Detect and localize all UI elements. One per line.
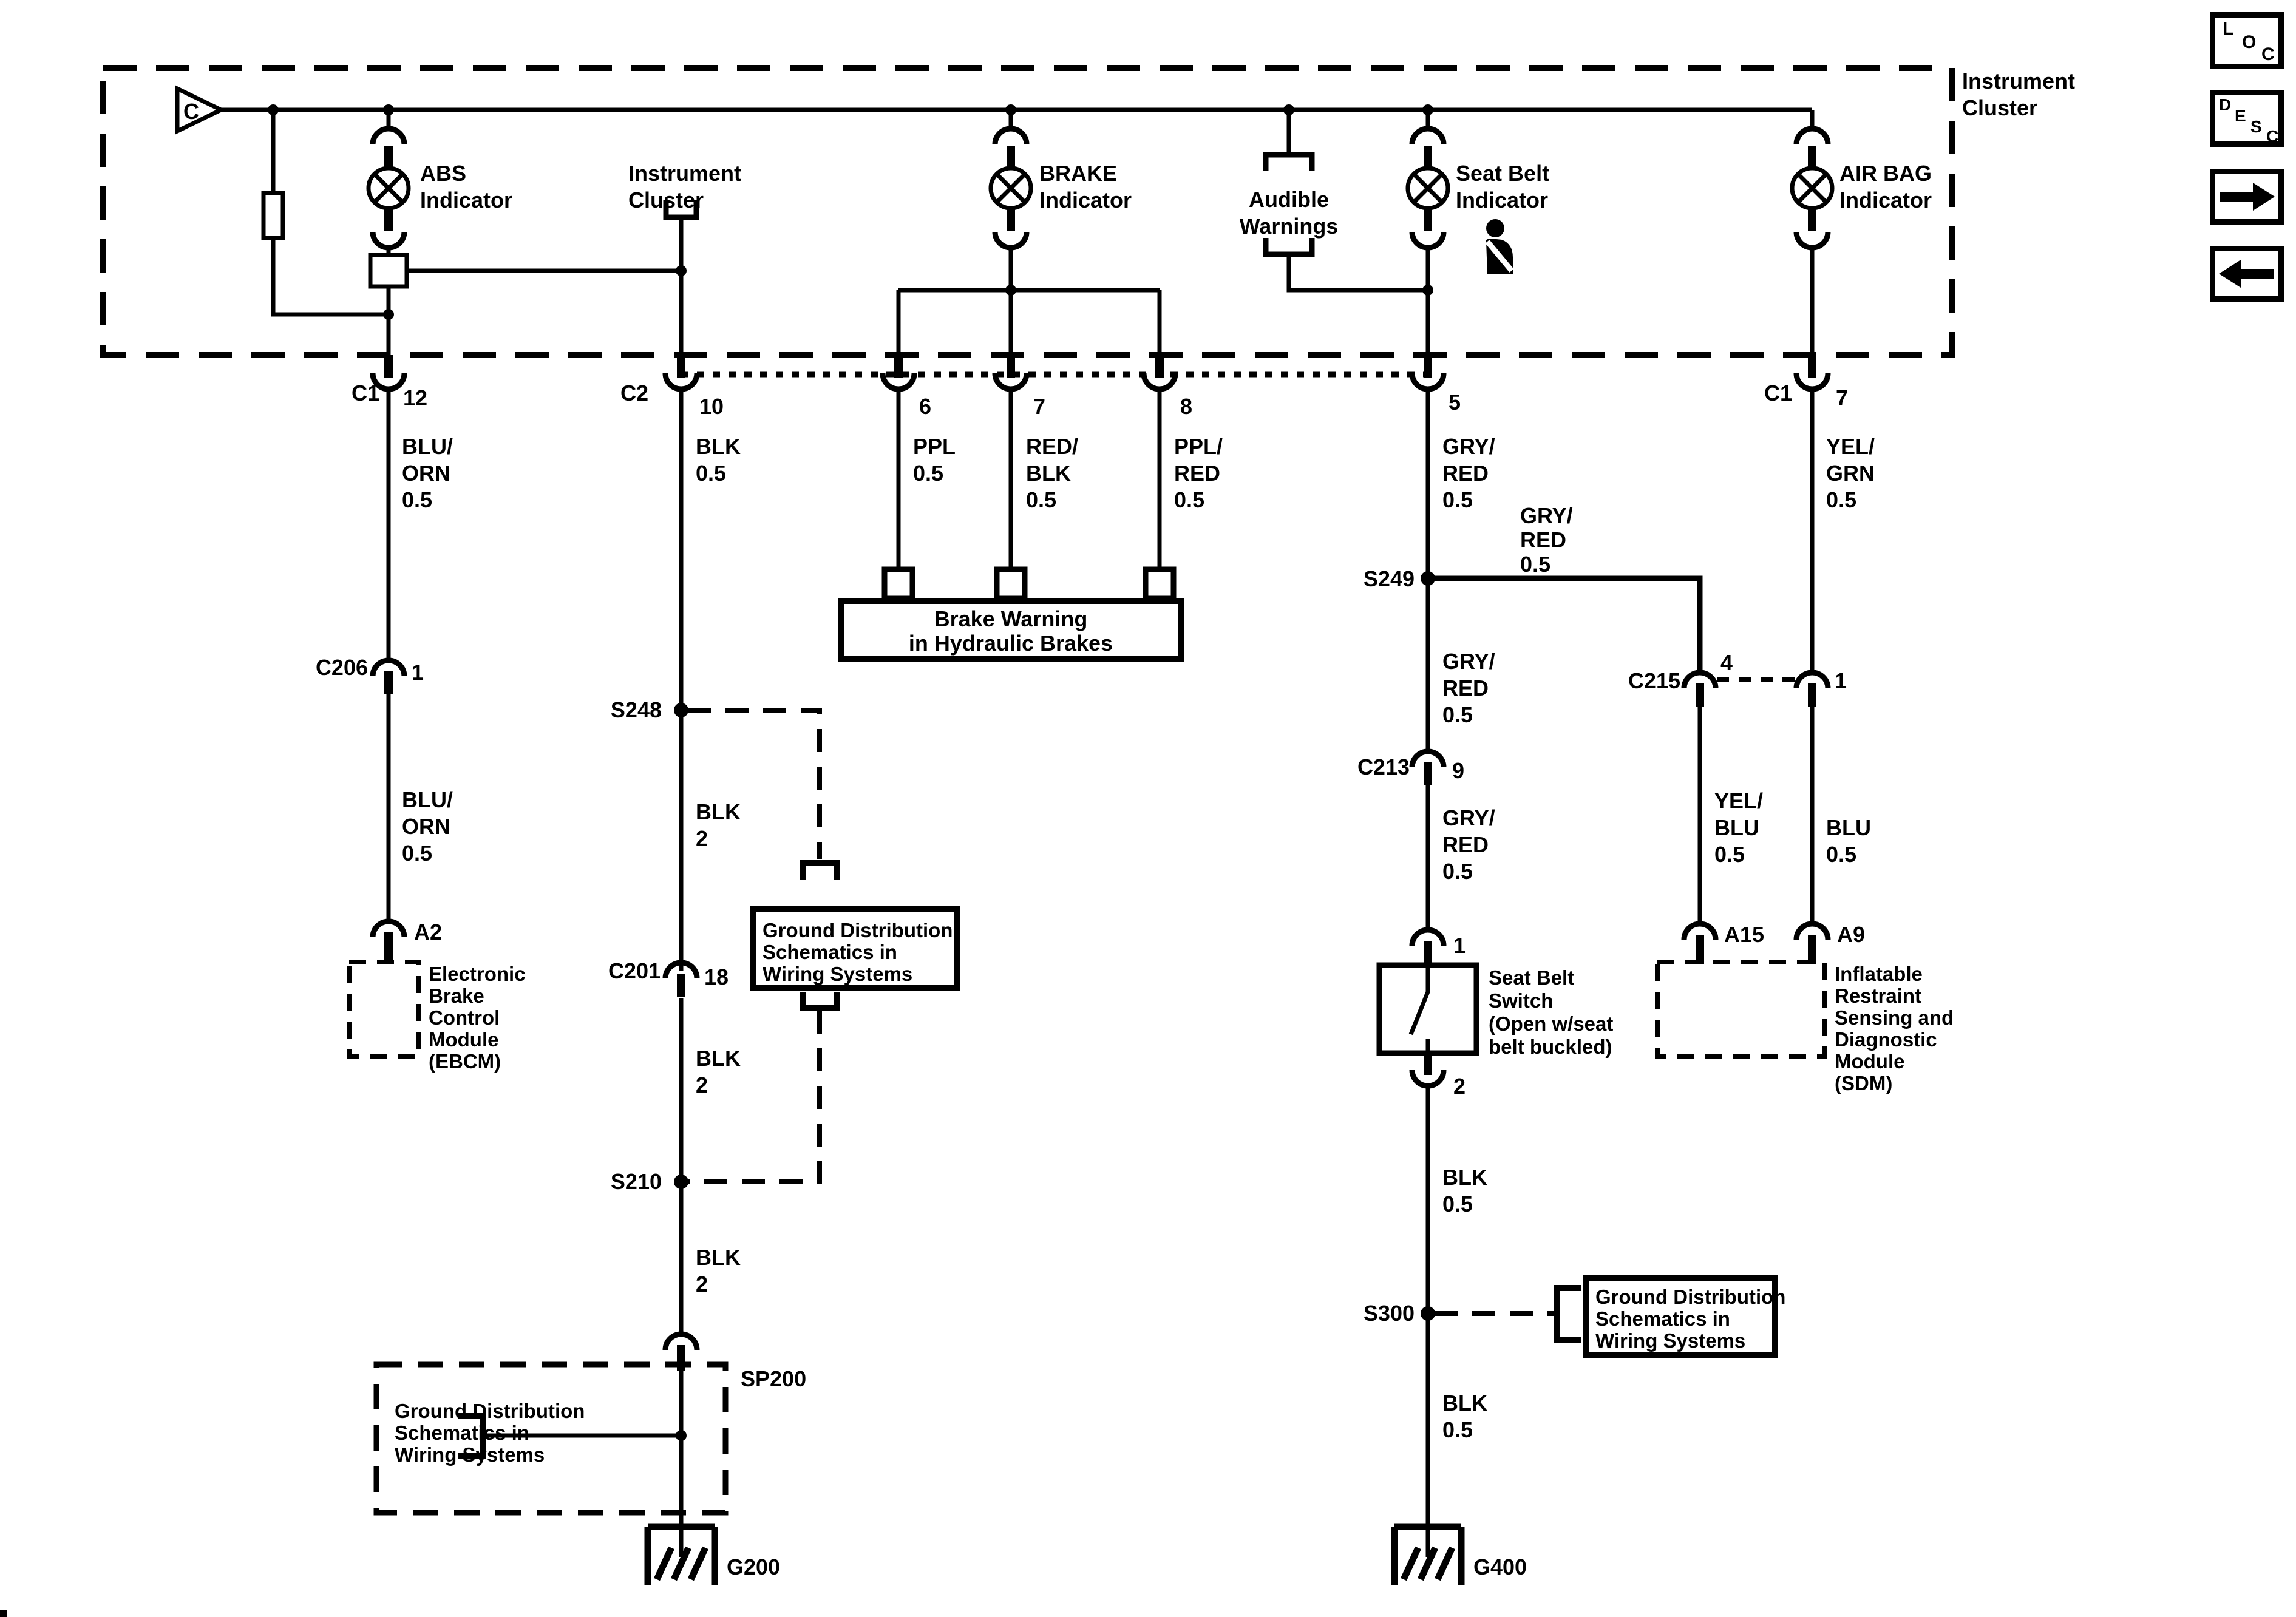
seat-belt-person-icon: [1486, 219, 1513, 274]
gd-left-text: Wiring Systems: [395, 1443, 545, 1466]
wire-label-gry-red3: 0.5: [1442, 702, 1473, 727]
abs-indicator-label: ABS: [420, 161, 467, 186]
sdm-text: Module: [1835, 1050, 1905, 1073]
audible-bracket-bottom: [1266, 238, 1312, 254]
junction-layer: [268, 104, 1435, 1441]
wire-label-blk05: BLK: [1442, 1165, 1487, 1190]
wire-label-blu: 0.5: [1826, 842, 1857, 867]
c201-name: C201: [608, 958, 661, 983]
s248-splice: [674, 703, 688, 717]
gd-mid-text: Ground Distribution: [763, 919, 953, 941]
wire-label-gry-red-branch: RED: [1520, 527, 1567, 552]
wire-label-blk2: 2: [696, 1073, 708, 1097]
seat-belt-indicator-label: Seat Belt: [1456, 161, 1550, 186]
wire-label-blk2: 2: [696, 1272, 708, 1297]
wire-label-blk: 0.5: [696, 461, 727, 486]
next-page-button[interactable]: [2210, 169, 2284, 225]
pin7-label: 7: [1033, 394, 1046, 419]
c1-7-name: C1: [1764, 381, 1792, 405]
wire-label-gry-red: RED: [1442, 461, 1489, 486]
loc-letter: C: [2261, 44, 2275, 64]
wire-label-blu-orn2: 0.5: [402, 841, 433, 866]
wire-label-blk05: 0.5: [1442, 1192, 1473, 1216]
cluster-box-label: Instrument: [1962, 69, 2076, 93]
sp200-label: SP200: [741, 1366, 807, 1391]
wire-label-gry-red: GRY/: [1442, 434, 1495, 459]
wire-label-blk2: 2: [696, 826, 708, 851]
wire-label-gry-red: 0.5: [1442, 487, 1473, 512]
c1-12-name: C1: [351, 381, 379, 405]
wire-label-gry-red3: RED: [1442, 676, 1489, 700]
connector-row-symbols: [373, 355, 1828, 389]
g200-label: G200: [727, 1554, 781, 1579]
cluster-box-label: Cluster: [1962, 95, 2038, 120]
sdm-text: (SDM): [1835, 1072, 1893, 1094]
sdm-text: Sensing and: [1835, 1006, 1954, 1029]
c215-pin-left: 4: [1720, 650, 1733, 675]
wire-label-ppl: PPL: [913, 434, 956, 459]
wire-label-yel-grn: GRN: [1826, 461, 1875, 486]
seat-belt-indicator-label: Indicator: [1456, 188, 1549, 212]
instrument-cluster-label: Instrument: [628, 161, 742, 186]
ebcm-text: Brake: [429, 985, 484, 1007]
loc-letter: O: [2242, 32, 2257, 52]
resistor-symbol: [263, 193, 283, 238]
c201-pin: 18: [704, 964, 729, 989]
desc-letter: S: [2250, 117, 2262, 136]
audible-warnings-label: Warnings: [1239, 214, 1339, 239]
wire-label-ppl-red: 0.5: [1174, 487, 1205, 512]
wire-label-blu-orn: BLU/: [402, 434, 453, 459]
left-arrow-icon: [2215, 251, 2278, 296]
c213-name: C213: [1357, 754, 1410, 779]
s249-splice: [1421, 571, 1435, 586]
gd-right-text: Wiring Systems: [1595, 1329, 1746, 1352]
wire-label-ppl-red: PPL/: [1174, 434, 1223, 459]
sdm-text: Inflatable: [1835, 963, 1923, 985]
gd-right-text: Ground Distribution: [1595, 1286, 1786, 1308]
gd-right-bracket: [1557, 1288, 1581, 1340]
wire-label-red-blk: BLK: [1026, 461, 1071, 486]
previous-page-button[interactable]: [2210, 246, 2284, 302]
ebcm-dashed-box: [349, 962, 419, 1056]
wire-label-gry-red-branch: GRY/: [1520, 503, 1573, 528]
wire-label-blk05b: BLK: [1442, 1391, 1487, 1415]
c206-pin: 1: [412, 660, 424, 685]
wire-label-blu-orn: 0.5: [402, 487, 433, 512]
wire-label-blu-orn2: BLU/: [402, 787, 453, 812]
c215-name: C215: [1628, 668, 1680, 693]
s249-label: S249: [1363, 566, 1415, 591]
desc-letter: E: [2235, 106, 2246, 125]
wire-label-blu: BLU: [1826, 815, 1871, 840]
s300-label: S300: [1363, 1301, 1415, 1326]
audible-bracket-top: [1266, 155, 1312, 171]
wire-label-blk: BLK: [696, 434, 741, 459]
gd-right-text: Schematics in: [1595, 1307, 1730, 1330]
sdm-text: Restraint: [1835, 985, 1922, 1007]
wire-label-gry-red4: GRY/: [1442, 805, 1495, 830]
s210-splice: [674, 1175, 688, 1189]
seat-belt-switch-text: (Open w/seat: [1489, 1012, 1614, 1035]
gd-mid-bracket-bottom: [803, 992, 837, 1008]
seat-belt-switch-text: Switch: [1489, 989, 1554, 1012]
audible-warnings-label: Audible: [1249, 187, 1329, 212]
wire-label-yel-grn: YEL/: [1826, 434, 1875, 459]
wire-label-yel-blu: 0.5: [1714, 842, 1745, 867]
gd-left-text: Ground Distribution: [395, 1400, 585, 1422]
wire-label-gry-red4: RED: [1442, 832, 1489, 857]
gd-mid-bracket-top: [803, 863, 837, 880]
wire-label-yel-blu: BLU: [1714, 815, 1759, 840]
sbs-pin-top: 1: [1453, 933, 1466, 958]
a9-label: A9: [1837, 922, 1866, 947]
c2-10-pin: 10: [699, 394, 724, 419]
gd-mid-text: Wiring Systems: [763, 963, 913, 985]
wire-label-blu-orn: ORN: [402, 461, 450, 486]
seat-belt-switch-text: Seat Belt: [1489, 966, 1575, 989]
loc-letter: L: [2223, 19, 2234, 39]
right-arrow-icon: [2215, 174, 2278, 219]
bottom-edge-mark: [0, 1610, 7, 1617]
g400-label: G400: [1473, 1554, 1527, 1579]
pin5-label: 5: [1449, 390, 1461, 415]
wire-label-gry-red4: 0.5: [1442, 859, 1473, 884]
a2-label: A2: [414, 920, 443, 944]
wire-label-red-blk: RED/: [1026, 434, 1079, 459]
wire-label-ppl: 0.5: [913, 461, 944, 486]
circuit-arrow-letter: C: [183, 99, 199, 124]
desc-letter: C: [2266, 127, 2279, 146]
air-bag-indicator-label: Indicator: [1839, 188, 1932, 212]
wire-label-yel-grn: 0.5: [1826, 487, 1857, 512]
ebcm-text: Electronic: [429, 963, 526, 985]
loc-button[interactable]: [2210, 12, 2284, 69]
wire-label-blk2: BLK: [696, 1046, 741, 1071]
brake-indicator-label: BRAKE: [1039, 161, 1118, 186]
instrument-cluster-label: Cluster: [628, 188, 704, 212]
brake-indicator-label: Indicator: [1039, 188, 1132, 212]
wire-label-gry-red3: GRY/: [1442, 649, 1495, 674]
desc-letter: D: [2219, 95, 2232, 114]
s210-label: S210: [610, 1169, 662, 1194]
brake-warning-text: Brake Warning: [934, 606, 1088, 631]
abs-indicator-label: Indicator: [420, 188, 513, 212]
gd-left-text: Schematics in: [395, 1422, 529, 1444]
c215-pin-right: 1: [1835, 668, 1847, 693]
sbs-pin-bottom: 2: [1453, 1074, 1466, 1099]
c1-12-pin: 12: [403, 385, 428, 410]
desc-button[interactable]: [2210, 90, 2284, 147]
c2-10-name: C2: [620, 381, 648, 405]
c213-pin: 9: [1452, 758, 1465, 783]
pin6-label: 6: [919, 394, 932, 419]
wire-label-blk2: BLK: [696, 799, 741, 824]
ebcm-text: (EBCM): [429, 1050, 501, 1073]
wire-label-blu-orn2: ORN: [402, 814, 450, 839]
wire-label-blk05b: 0.5: [1442, 1417, 1473, 1442]
brake-warning-text: in Hydraulic Brakes: [908, 631, 1113, 656]
pin8-label: 8: [1180, 394, 1193, 419]
sdm-dashed-box: [1657, 962, 1824, 1056]
wire-label-ppl-red: RED: [1174, 461, 1221, 486]
wire-label-yel-blu: YEL/: [1714, 788, 1764, 813]
a15-label: A15: [1724, 922, 1765, 947]
air-bag-indicator-label: AIR BAG: [1839, 161, 1932, 186]
gd-mid-text: Schematics in: [763, 941, 897, 963]
seat-belt-switch-text: belt buckled): [1489, 1036, 1612, 1058]
ebcm-text: Module: [429, 1028, 499, 1051]
wire-label-gry-red-branch: 0.5: [1520, 552, 1551, 577]
s300-splice: [1421, 1306, 1435, 1321]
c206-name: C206: [315, 655, 368, 680]
sdm-text: Diagnostic: [1835, 1028, 1937, 1051]
wire-label-blk2: BLK: [696, 1245, 741, 1270]
wire-label-red-blk: 0.5: [1026, 487, 1057, 512]
c1-7-pin: 7: [1836, 385, 1849, 410]
ebcm-text: Control: [429, 1006, 500, 1029]
abs-driver-box: [370, 255, 407, 286]
s248-label: S248: [610, 697, 662, 722]
